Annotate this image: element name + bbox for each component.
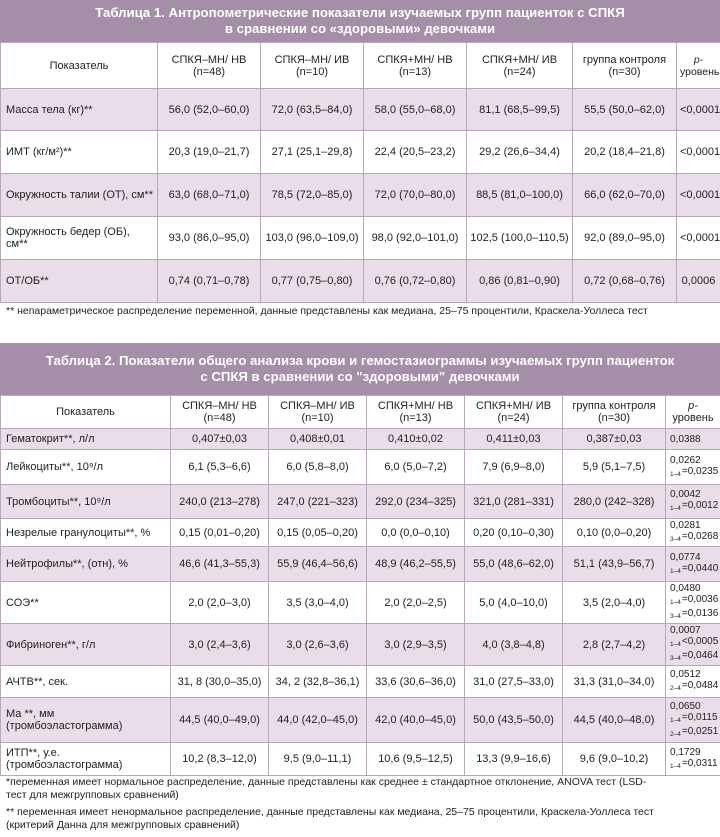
table-cell: 6,1 (5,3–6,6) — [171, 450, 269, 485]
table-cell: 44,0 (42,0–45,0) — [269, 698, 367, 743]
row-label: Лейкоциты**, 10⁹/л — [1, 450, 171, 485]
table1-title-line1: Таблица 1. Антропометрические показатели изучаемых групп пациенток с СПКЯ — [95, 5, 625, 20]
table-row — [1, 485, 720, 519]
table-cell: 292,0 (234–325) — [367, 485, 465, 519]
table-cell: 51,1 (43,9–56,7) — [563, 547, 666, 582]
table1-title-line2: в сравнении со «здоровыми» девочками — [224, 21, 496, 36]
table-cell: 5,9 (5,1–7,5) — [563, 450, 666, 485]
table-cell: 2,0 (2,0–2,5) — [367, 582, 465, 624]
table-cell: 6,0 (5,0–7,2) — [367, 450, 465, 485]
p-value-cell: 0,0281 $_{3-4}$=0,0268 — [666, 519, 720, 547]
table-cell: 34, 2 (32,8–36,1) — [269, 666, 367, 698]
p-value-cell: 0,0774 $_{1-4}$=0,0440 — [666, 547, 720, 582]
table2-title-line2: с СПКЯ в сравнении со "здоровыми" девочками — [200, 369, 520, 384]
table-cell: 55,0 (48,6–62,0) — [465, 547, 563, 582]
row-label: Фибриноген**, г/л — [1, 624, 171, 666]
table-row — [1, 519, 720, 547]
p-value-cell: 0,0007 $_{1-4}$<0,0005 $_{3-4}$=0,0464 — [666, 624, 720, 666]
table2-header-row — [1, 396, 720, 429]
table-cell: 0,411±0,03 — [465, 429, 563, 450]
table-row — [1, 429, 720, 450]
table-cell: 0,15 (0,05–0,20) — [269, 519, 367, 547]
table2 — [0, 395, 720, 776]
table-cell: 2,0 (2,0–3,0) — [171, 582, 269, 624]
row-label: СОЭ** — [1, 582, 171, 624]
table-row — [1, 450, 720, 485]
table-cell: 31,0 (27,5–33,0) — [465, 666, 563, 698]
table-row: Масса тела (кг)** 56,0 (52,0–60,0) 72,0 (63,5–84,0) 58,0 (55,0–68,0) 81,1 (68,5–99,5) 55,5 (50,0–62,0) <0,0001 — [1, 89, 720, 131]
table2-header: СПКЯ+МН/ НВ (n=13) — [367, 396, 465, 429]
table-cell: 3,0 (2,4–3,6) — [171, 624, 269, 666]
table-cell: 13,3 (9,9–16,6) — [465, 743, 563, 776]
table-cell: 247,0 (221–323) — [269, 485, 367, 519]
table-cell: 280,0 (242–328) — [563, 485, 666, 519]
row-label: Нейтрофилы**, (отн), % — [1, 547, 171, 582]
table1-header: p- уровень — [677, 43, 720, 89]
table-row — [1, 582, 720, 624]
table-row: ОТ/ОБ** 0,74 (0,71–0,78) 0,77 (0,75–0,80) 0,76 (0,72–0,80) 0,86 (0,81–0,90) 0,72 (0,68–0,76) 0,0006 — [1, 260, 720, 303]
table2-header: p- уровень — [666, 396, 720, 429]
row-label: ИТП**, у.е. (тромбоэластограмма) — [1, 743, 171, 776]
table-cell: 6,0 (5,8–8,0) — [269, 450, 367, 485]
table-cell: 42,0 (40,0–45,0) — [367, 698, 465, 743]
p-value-cell: 0,0262 $_{1-4}$=0,0235 — [666, 450, 720, 485]
table-cell: 5,0 (4,0–10,0) — [465, 582, 563, 624]
table2-header: СПКЯ+МН/ ИВ (n=24) — [465, 396, 563, 429]
table-row: Окружность талии (ОТ), см** 63,0 (68,0–71,0) 78,5 (72,0–85,0) 72,0 (70,0–80,0) 88,5 (81,0–100,0) 66,0 (62,0–70,0) <0,0001 — [1, 174, 720, 217]
p-value-cell: 0,0480 $_{1-4}$=0,0036 $_{3-4}$=0,0136 — [666, 582, 720, 624]
table1-title — [0, 0, 720, 42]
table-cell: 0,20 (0,10–0,30) — [465, 519, 563, 547]
table-row: ИМТ (кг/м²)** 20,3 (19,0–21,7) 27,1 (25,1–29,8) 22,4 (20,5–23,2) 29,2 (26,6–34,4) 20,2 (18,4–21,8) <0,0001 — [1, 131, 720, 174]
table1-header-row — [1, 43, 720, 89]
p-value-cell: 0,0042 $_{1-4}$=0,0012 — [666, 485, 720, 519]
table2-header: СПКЯ–МН/ НВ (n=48) — [171, 396, 269, 429]
table2-title — [0, 343, 720, 395]
table-cell: 0,387±0,03 — [563, 429, 666, 450]
table-cell: 3,0 (2,9–3,5) — [367, 624, 465, 666]
table-row — [1, 743, 720, 776]
table-cell: 0,410±0,02 — [367, 429, 465, 450]
row-label: АЧТВ**, сек. — [1, 666, 171, 698]
table-cell: 240,0 (213–278) — [171, 485, 269, 519]
table-cell: 10,6 (9,5–12,5) — [367, 743, 465, 776]
table-cell: 0,15 (0,01–0,20) — [171, 519, 269, 547]
table-cell: 2,8 (2,7–4,2) — [563, 624, 666, 666]
p-value-cell: 0,1729 $_{1-4}$=0,0311 — [666, 743, 720, 776]
table1-header: группа контроля (n=30) — [573, 43, 677, 89]
table-row — [1, 666, 720, 698]
table-row — [1, 547, 720, 582]
table1-footnote: ** непараметрическое распределение переменной, данные представлены как медиана, 25–75 процентили, Краскела-Уоллеса тест — [6, 305, 648, 317]
table-cell: 0,10 (0,0–0,20) — [563, 519, 666, 547]
table-cell: 9,5 (9,0–11,1) — [269, 743, 367, 776]
table-cell: 44,5 (40,0–48,0) — [563, 698, 666, 743]
table2-header: Показатель — [1, 396, 171, 429]
table2-header: группа контроля (n=30) — [563, 396, 666, 429]
table2-header: СПКЯ–МН/ ИВ (n=10) — [269, 396, 367, 429]
table1-header: СПКЯ+МН/ НВ (n=13) — [364, 43, 467, 89]
table-cell: 10,2 (8,3–12,0) — [171, 743, 269, 776]
table2-footnote-2: ** переменная имеет ненормальное распределение, данные представлены как медиана, 25–75 процентили, Краскела-Уоллеса тест (критерий Данна для межгрупповых сравнений) — [6, 806, 654, 831]
table-cell: 3,0 (2,6–3,6) — [269, 624, 367, 666]
table-cell: 321,0 (281–331) — [465, 485, 563, 519]
table2-footnote-1: *переменная имеет нормальное распределение, данные представлены как среднее ± стандартное отклонение, ANOVA тест (LSD- тест для межгрупповых сравнений) — [6, 776, 647, 801]
p-value-cell: 0,0512 $_{2-4}$=0,0484 — [666, 666, 720, 698]
table1-header: Показатель — [1, 43, 158, 89]
table-cell: 48,9 (46,2–55,5) — [367, 547, 465, 582]
row-label: Незрелые гранулоциты**, % — [1, 519, 171, 547]
row-label: Гематокрит**, л/л — [1, 429, 171, 450]
table-cell: 46,6 (41,3–55,3) — [171, 547, 269, 582]
table-cell: 44,5 (40,0–49,0) — [171, 698, 269, 743]
table-cell: 3,5 (3,0–4,0) — [269, 582, 367, 624]
table-cell: 33,6 (30,6–36,0) — [367, 666, 465, 698]
table1-header: СПКЯ–МН/ НВ (n=48) — [158, 43, 261, 89]
table-cell: 31, 8 (30,0–35,0) — [171, 666, 269, 698]
table-row — [1, 698, 720, 743]
table1 — [0, 42, 720, 303]
p-value-cell: 0,0388 — [666, 429, 720, 450]
table2-title-line1: Таблица 2. Показатели общего анализа крови и гемостазиограммы изучаемых групп пациенток — [45, 353, 675, 368]
table-cell: 7,9 (6,9–8,0) — [465, 450, 563, 485]
table1-header: СПКЯ+МН/ ИВ (n=24) — [467, 43, 573, 89]
table-cell: 3,5 (2,0–4,0) — [563, 582, 666, 624]
table-cell: 55,9 (46,4–56,6) — [269, 547, 367, 582]
table-cell: 9,6 (9,0–10,2) — [563, 743, 666, 776]
row-label: Тромбоциты**, 10⁹/л — [1, 485, 171, 519]
table-row: Окружность бедер (ОБ), см** 93,0 (86,0–95,0) 103,0 (96,0–109,0) 98,0 (92,0–101,0) 102,5 (100,0–110,5) 92,0 (89,0–95,0) <0,0001 — [1, 217, 720, 260]
row-label: Ма **, мм (тромбоэластограмма) — [1, 698, 171, 743]
table-cell: 4,0 (3,8–4,8) — [465, 624, 563, 666]
table-cell: 50,0 (43,5–50,0) — [465, 698, 563, 743]
table-cell: 0,0 (0,0–0,10) — [367, 519, 465, 547]
p-value-cell: 0,0650 $_{1-4}$=0,0115 $_{2-4}$=0,0251 — [666, 698, 720, 743]
table1-header: СПКЯ–МН/ ИВ (n=10) — [261, 43, 364, 89]
table-row — [1, 624, 720, 666]
table-cell: 0,408±0,01 — [269, 429, 367, 450]
table-cell: 0,407±0,03 — [171, 429, 269, 450]
table-cell: 31,3 (31,0–34,0) — [563, 666, 666, 698]
